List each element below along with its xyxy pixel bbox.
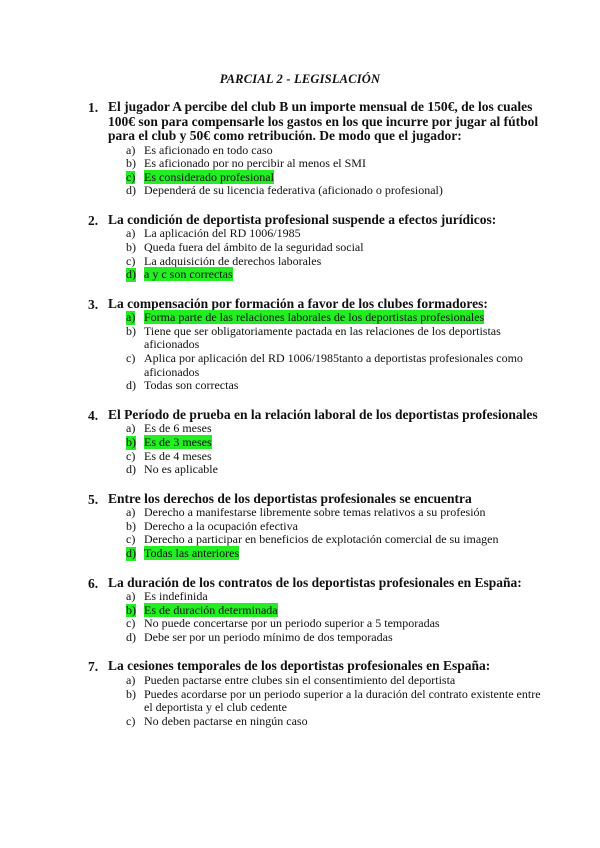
question-text: La duración de los contratos de los deportistas profesionales en España: [108, 574, 522, 590]
option-text: Es considerado profesional [144, 169, 274, 184]
answer-option [126, 631, 548, 645]
option-list [126, 506, 548, 560]
question-6 [88, 576, 548, 645]
question-number: 5. [88, 491, 99, 507]
option-text: Dependerá de su licencia federativa (aficionado o profesional) [144, 183, 443, 198]
question-2 [88, 213, 548, 282]
option-text: Derecho a la ocupación efectiva [144, 518, 298, 533]
option-text: No es aplicable [144, 462, 218, 477]
option-list [126, 674, 548, 728]
question-number: 2. [88, 212, 99, 228]
answer-option-highlighted [126, 436, 548, 450]
page-title: PARCIAL 2 - LEGISLACIÓN [219, 72, 381, 86]
option-letter: a) [126, 142, 136, 157]
answer-option [126, 533, 548, 547]
question-7 [88, 659, 548, 728]
answer-option [126, 422, 548, 436]
option-letter: a) [126, 589, 136, 604]
question-text: El Período de prueba en la relación laboral de los deportistas profesionales [108, 406, 538, 422]
option-letter: c) [126, 351, 136, 366]
answer-option-highlighted [126, 171, 548, 185]
option-letter: c) [126, 616, 136, 631]
option-letter: b) [126, 518, 136, 533]
answer-option [126, 674, 548, 688]
question-5 [88, 492, 548, 561]
answer-option-highlighted [126, 604, 548, 618]
answer-option [126, 590, 548, 604]
question-text: El jugador A percibe del club B un importe mensual de 150€, de los cuales 100€ son para compensarle los gastos en los que incurre por jugar al fútbol para el club y 50€ como retribución. De modo que el jugador: [108, 99, 539, 143]
option-letter: d) [126, 629, 136, 644]
option-text: Aplica por aplicación del RD 1006/1985tanto a deportistas profesionales como aficionados [144, 351, 523, 379]
answer-option [126, 255, 548, 269]
question-number: 6. [88, 575, 99, 591]
option-text: Queda fuera del ámbito de la seguridad social [144, 239, 364, 254]
answer-option [126, 379, 548, 393]
option-letter: d) [126, 545, 136, 560]
option-letter: d) [126, 183, 136, 198]
option-letter: a) [126, 672, 136, 687]
option-text: Es de 6 meses [144, 421, 212, 436]
question-text: La cesiones temporales de los deportistas profesionales en España: [108, 658, 491, 674]
option-text: Todas son correctas [144, 378, 239, 393]
answer-option-highlighted [126, 547, 548, 561]
option-letter: b) [126, 239, 136, 254]
option-text: Derecho a manifestarse libremente sobre temas relativos a su profesión [144, 505, 486, 520]
option-letter: a) [126, 310, 136, 325]
option-letter: c) [126, 253, 136, 268]
option-text: Es indefinida [144, 589, 208, 604]
option-letter: d) [126, 462, 136, 477]
option-list [126, 422, 548, 476]
option-text: Debe ser por un periodo mínimo de dos temporadas [144, 629, 393, 644]
answer-option [126, 227, 548, 241]
option-text: Todas las anteriores [144, 545, 240, 560]
option-text: Es aficionado por no percibir al menos el SMI [144, 156, 366, 171]
option-text: La adquisición de derechos laborales [144, 253, 322, 268]
option-text: No puede concertarse por un periodo superior a 5 temporadas [144, 616, 440, 631]
answer-option [126, 463, 548, 477]
answer-option [126, 450, 548, 464]
option-letter: a) [126, 226, 136, 241]
question-number: 3. [88, 296, 99, 312]
answer-option [126, 617, 548, 631]
question-list [88, 100, 548, 743]
option-text: No deben pactarse en ningún caso [144, 713, 308, 728]
answer-option [126, 520, 548, 534]
option-letter: c) [126, 448, 136, 463]
question-3 [88, 297, 548, 393]
answer-option-highlighted [126, 268, 548, 282]
option-list [126, 590, 548, 644]
answer-option [126, 241, 548, 255]
answer-option [126, 157, 548, 171]
option-letter: b) [126, 434, 136, 449]
answer-option-highlighted [126, 311, 548, 325]
option-letter: b) [126, 686, 136, 701]
option-text: Es de 4 meses [144, 448, 212, 463]
answer-option [126, 184, 548, 198]
option-text: Es de 3 meses [144, 434, 212, 449]
option-letter: c) [126, 169, 136, 184]
option-letter: b) [126, 602, 136, 617]
option-letter: b) [126, 156, 136, 171]
answer-option [126, 715, 548, 729]
option-text: Puedes acordarse por un periodo superior a la duración del contrato existente entre el deportista y el club cedente [144, 686, 541, 715]
answer-option [126, 688, 548, 715]
option-letter: d) [126, 267, 136, 282]
question-1 [88, 100, 548, 198]
option-letter: d) [126, 378, 136, 393]
option-text: La aplicación del RD 1006/1985 [144, 226, 301, 241]
option-text: Pueden pactarse entre clubes sin el consentimiento del deportista [144, 672, 456, 687]
question-number: 7. [88, 659, 99, 675]
option-letter: a) [126, 421, 136, 436]
answer-option [126, 352, 548, 379]
question-text: Entre los derechos de los deportistas profesionales se encuentra [108, 490, 472, 506]
option-list [126, 144, 548, 198]
answer-option [126, 506, 548, 520]
question-number: 1. [88, 100, 99, 115]
option-text: Tiene que ser obligatoriamente pactada en las relaciones de los deportistas aficionados [144, 323, 501, 352]
option-letter: a) [126, 505, 136, 520]
option-text: Forma parte de las relaciones laborales de los deportistas profesionales [144, 310, 485, 325]
option-text: Derecho a participar en beneficios de explotación comercial de su imagen [144, 532, 499, 547]
option-list [126, 311, 548, 393]
question-4 [88, 408, 548, 477]
option-letter: c) [126, 532, 136, 547]
option-list [126, 227, 548, 281]
option-text: a y c son correctas [144, 267, 233, 282]
question-number: 4. [88, 407, 99, 423]
option-text: Es de duración determinada [144, 602, 278, 617]
answer-option [126, 325, 548, 352]
question-text: La compensación por formación a favor de los clubes formadores: [108, 295, 488, 311]
answer-option [126, 144, 548, 158]
option-letter: c) [126, 713, 136, 728]
option-letter: b) [126, 323, 136, 338]
question-text: La condición de deportista profesional suspende a efectos jurídicos: [108, 211, 497, 227]
option-text: Es aficionado en todo caso [144, 142, 273, 157]
